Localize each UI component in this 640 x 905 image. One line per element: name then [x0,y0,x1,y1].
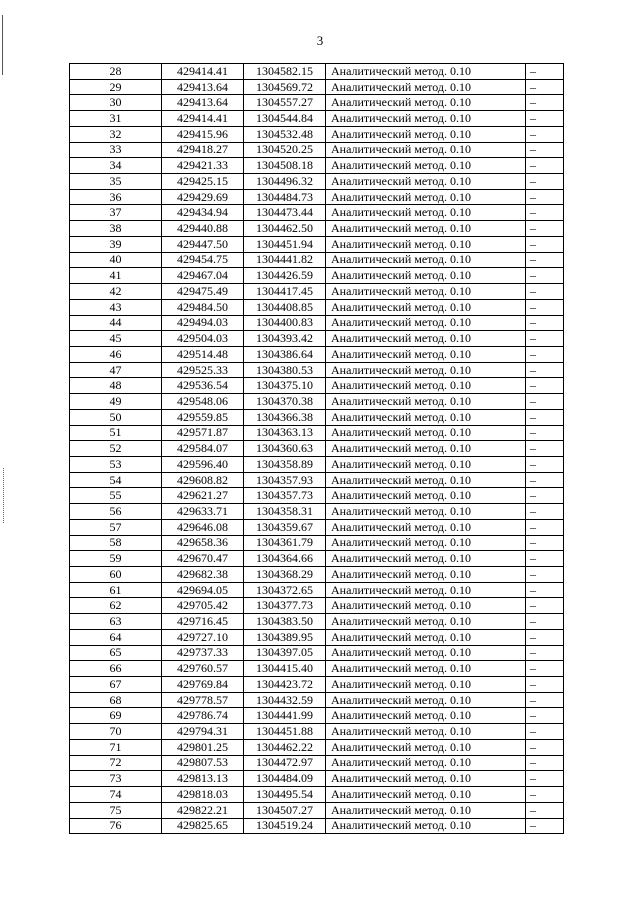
point-number-cell: 29 [70,79,162,95]
x-coordinate-cell: 429429.69 [162,189,244,205]
y-coordinate-cell: 1304370.38 [244,394,326,410]
dash-cell: – [526,472,564,488]
point-number-cell: 52 [70,441,162,457]
x-coordinate-cell: 429484.50 [162,299,244,315]
table-row [70,818,564,834]
point-number-cell: 64 [70,629,162,645]
point-number-cell: 63 [70,614,162,630]
y-coordinate-cell: 1304393.42 [244,331,326,347]
method-cell: Аналитический метод. 0.10 [326,425,526,441]
table-row [70,394,564,410]
x-coordinate-cell: 429633.71 [162,504,244,520]
point-number-cell: 65 [70,645,162,661]
dash-cell: – [526,677,564,693]
dash-cell: – [526,299,564,315]
point-number-cell: 49 [70,394,162,410]
method-cell: Аналитический метод. 0.10 [326,111,526,127]
table-row [70,409,564,425]
table-row [70,252,564,268]
table-row [70,346,564,362]
point-number-cell: 53 [70,456,162,472]
x-coordinate-cell: 429670.47 [162,551,244,567]
point-number-cell: 56 [70,504,162,520]
method-cell: Аналитический метод. 0.10 [326,205,526,221]
table-row [70,787,564,803]
x-coordinate-cell: 429825.65 [162,818,244,834]
method-cell: Аналитический метод. 0.10 [326,519,526,535]
y-coordinate-cell: 1304496.32 [244,174,326,190]
x-coordinate-cell: 429504.03 [162,331,244,347]
point-number-cell: 58 [70,535,162,551]
y-coordinate-cell: 1304415.40 [244,661,326,677]
dash-cell: – [526,79,564,95]
table-row [70,331,564,347]
dash-cell: – [526,95,564,111]
x-coordinate-cell: 429621.27 [162,488,244,504]
point-number-cell: 37 [70,205,162,221]
method-cell: Аналитический метод. 0.10 [326,677,526,693]
y-coordinate-cell: 1304358.31 [244,504,326,520]
dash-cell: – [526,755,564,771]
method-cell: Аналитический метод. 0.10 [326,598,526,614]
dash-cell: – [526,252,564,268]
table-row [70,598,564,614]
x-coordinate-cell: 429646.08 [162,519,244,535]
y-coordinate-cell: 1304359.67 [244,519,326,535]
x-coordinate-cell: 429705.42 [162,598,244,614]
margin-marks [3,468,6,523]
table-row [70,724,564,740]
method-cell: Аналитический метод. 0.10 [326,535,526,551]
table-row [70,614,564,630]
x-coordinate-cell: 429822.21 [162,802,244,818]
dash-cell: – [526,221,564,237]
point-number-cell: 43 [70,299,162,315]
y-coordinate-cell: 1304364.66 [244,551,326,567]
method-cell: Аналитический метод. 0.10 [326,802,526,818]
dash-cell: – [526,551,564,567]
dash-cell: – [526,504,564,520]
table-row [70,519,564,535]
dash-cell: – [526,708,564,724]
point-number-cell: 62 [70,598,162,614]
y-coordinate-cell: 1304508.18 [244,158,326,174]
dash-cell: – [526,724,564,740]
table-row [70,189,564,205]
point-number-cell: 44 [70,315,162,331]
table-row [70,174,564,190]
dash-cell: – [526,645,564,661]
point-number-cell: 32 [70,126,162,142]
y-coordinate-cell: 1304569.72 [244,79,326,95]
point-number-cell: 35 [70,174,162,190]
x-coordinate-cell: 429475.49 [162,284,244,300]
table-row [70,79,564,95]
x-coordinate-cell: 429737.33 [162,645,244,661]
point-number-cell: 60 [70,567,162,583]
table-row [70,425,564,441]
method-cell: Аналитический метод. 0.10 [326,692,526,708]
dash-cell: – [526,441,564,457]
y-coordinate-cell: 1304582.15 [244,64,326,80]
table-row [70,677,564,693]
point-number-cell: 30 [70,95,162,111]
method-cell: Аналитический метод. 0.10 [326,771,526,787]
y-coordinate-cell: 1304368.29 [244,567,326,583]
x-coordinate-cell: 429447.50 [162,236,244,252]
y-coordinate-cell: 1304495.54 [244,787,326,803]
table-row [70,504,564,520]
method-cell: Аналитический метод. 0.10 [326,299,526,315]
method-cell: Аналитический метод. 0.10 [326,724,526,740]
dash-cell: – [526,142,564,158]
table-row [70,692,564,708]
x-coordinate-cell: 429584.07 [162,441,244,457]
y-coordinate-cell: 1304386.64 [244,346,326,362]
x-coordinate-cell: 429467.04 [162,268,244,284]
table-row [70,142,564,158]
x-coordinate-cell: 429414.41 [162,64,244,80]
method-cell: Аналитический метод. 0.10 [326,629,526,645]
method-cell: Аналитический метод. 0.10 [326,189,526,205]
point-number-cell: 34 [70,158,162,174]
y-coordinate-cell: 1304441.99 [244,708,326,724]
point-number-cell: 55 [70,488,162,504]
table-row [70,708,564,724]
dash-cell: – [526,409,564,425]
table-row [70,362,564,378]
table-row [70,582,564,598]
point-number-cell: 39 [70,236,162,252]
table-row [70,221,564,237]
x-coordinate-cell: 429786.74 [162,708,244,724]
table-row [70,488,564,504]
point-number-cell: 28 [70,64,162,80]
table-row [70,299,564,315]
dash-cell: – [526,126,564,142]
table-row [70,268,564,284]
x-coordinate-cell: 429525.33 [162,362,244,378]
table-row [70,456,564,472]
table-row [70,315,564,331]
point-number-cell: 70 [70,724,162,740]
dash-cell: – [526,629,564,645]
method-cell: Аналитический метод. 0.10 [326,504,526,520]
dash-cell: – [526,64,564,80]
y-coordinate-cell: 1304357.73 [244,488,326,504]
table-row [70,158,564,174]
point-number-cell: 75 [70,802,162,818]
y-coordinate-cell: 1304432.59 [244,692,326,708]
y-coordinate-cell: 1304473.44 [244,205,326,221]
y-coordinate-cell: 1304358.89 [244,456,326,472]
x-coordinate-cell: 429413.64 [162,95,244,111]
y-coordinate-cell: 1304544.84 [244,111,326,127]
point-number-cell: 33 [70,142,162,158]
x-coordinate-cell: 429413.64 [162,79,244,95]
point-number-cell: 31 [70,111,162,127]
y-coordinate-cell: 1304397.05 [244,645,326,661]
method-cell: Аналитический метод. 0.10 [326,284,526,300]
point-number-cell: 46 [70,346,162,362]
dash-cell: – [526,567,564,583]
dash-cell: – [526,268,564,284]
dash-cell: – [526,771,564,787]
point-number-cell: 41 [70,268,162,284]
method-cell: Аналитический метод. 0.10 [326,818,526,834]
x-coordinate-cell: 429801.25 [162,739,244,755]
table-row [70,64,564,80]
table-row [70,535,564,551]
point-number-cell: 47 [70,362,162,378]
x-coordinate-cell: 429760.57 [162,661,244,677]
x-coordinate-cell: 429794.31 [162,724,244,740]
dash-cell: – [526,205,564,221]
y-coordinate-cell: 1304383.50 [244,614,326,630]
method-cell: Аналитический метод. 0.10 [326,472,526,488]
x-coordinate-cell: 429608.82 [162,472,244,488]
x-coordinate-cell: 429514.48 [162,346,244,362]
y-coordinate-cell: 1304462.50 [244,221,326,237]
method-cell: Аналитический метод. 0.10 [326,755,526,771]
y-coordinate-cell: 1304532.48 [244,126,326,142]
x-coordinate-cell: 429494.03 [162,315,244,331]
point-number-cell: 76 [70,818,162,834]
point-number-cell: 61 [70,582,162,598]
dash-cell: – [526,614,564,630]
dash-cell: – [526,739,564,755]
table-row [70,378,564,394]
x-coordinate-cell: 429414.41 [162,111,244,127]
dash-cell: – [526,158,564,174]
x-coordinate-cell: 429454.75 [162,252,244,268]
dash-cell: – [526,818,564,834]
point-number-cell: 69 [70,708,162,724]
dash-cell: – [526,331,564,347]
y-coordinate-cell: 1304507.27 [244,802,326,818]
x-coordinate-cell: 429694.05 [162,582,244,598]
method-cell: Аналитический метод. 0.10 [326,739,526,755]
method-cell: Аналитический метод. 0.10 [326,331,526,347]
y-coordinate-cell: 1304360.63 [244,441,326,457]
method-cell: Аналитический метод. 0.10 [326,315,526,331]
y-coordinate-cell: 1304375.10 [244,378,326,394]
x-coordinate-cell: 429807.53 [162,755,244,771]
table-row [70,661,564,677]
method-cell: Аналитический метод. 0.10 [326,551,526,567]
table-row [70,802,564,818]
x-coordinate-cell: 429421.33 [162,158,244,174]
dash-cell: – [526,802,564,818]
table-row [70,551,564,567]
dash-cell: – [526,236,564,252]
y-coordinate-cell: 1304366.38 [244,409,326,425]
dash-cell: – [526,189,564,205]
dash-cell: – [526,284,564,300]
x-coordinate-cell: 429425.15 [162,174,244,190]
x-coordinate-cell: 429418.27 [162,142,244,158]
point-number-cell: 54 [70,472,162,488]
method-cell: Аналитический метод. 0.10 [326,441,526,457]
dash-cell: – [526,456,564,472]
method-cell: Аналитический метод. 0.10 [326,64,526,80]
page-number: 3 [316,33,324,48]
x-coordinate-cell: 429536.54 [162,378,244,394]
y-coordinate-cell: 1304441.82 [244,252,326,268]
y-coordinate-cell: 1304484.09 [244,771,326,787]
table-row [70,441,564,457]
y-coordinate-cell: 1304520.25 [244,142,326,158]
method-cell: Аналитический метод. 0.10 [326,582,526,598]
x-coordinate-cell: 429716.45 [162,614,244,630]
x-coordinate-cell: 429434.94 [162,205,244,221]
method-cell: Аналитический метод. 0.10 [326,236,526,252]
dash-cell: – [526,425,564,441]
method-cell: Аналитический метод. 0.10 [326,394,526,410]
x-coordinate-cell: 429559.85 [162,409,244,425]
y-coordinate-cell: 1304423.72 [244,677,326,693]
table-row [70,95,564,111]
point-number-cell: 72 [70,755,162,771]
dash-cell: – [526,362,564,378]
point-number-cell: 71 [70,739,162,755]
method-cell: Аналитический метод. 0.10 [326,488,526,504]
table-row [70,755,564,771]
dash-cell: – [526,582,564,598]
method-cell: Аналитический метод. 0.10 [326,409,526,425]
table-row [70,629,564,645]
y-coordinate-cell: 1304472.97 [244,755,326,771]
y-coordinate-cell: 1304451.94 [244,236,326,252]
point-number-cell: 67 [70,677,162,693]
x-coordinate-cell: 429727.10 [162,629,244,645]
x-coordinate-cell: 429813.13 [162,771,244,787]
dash-cell: – [526,378,564,394]
y-coordinate-cell: 1304408.85 [244,299,326,315]
table-row [70,645,564,661]
point-number-cell: 42 [70,284,162,300]
point-number-cell: 66 [70,661,162,677]
x-coordinate-cell: 429571.87 [162,425,244,441]
method-cell: Аналитический метод. 0.10 [326,378,526,394]
x-coordinate-cell: 429596.40 [162,456,244,472]
table-row [70,236,564,252]
dash-cell: – [526,598,564,614]
table-row [70,771,564,787]
y-coordinate-cell: 1304400.83 [244,315,326,331]
table-row [70,472,564,488]
method-cell: Аналитический метод. 0.10 [326,95,526,111]
method-cell: Аналитический метод. 0.10 [326,567,526,583]
dash-cell: – [526,315,564,331]
y-coordinate-cell: 1304426.59 [244,268,326,284]
y-coordinate-cell: 1304363.13 [244,425,326,441]
method-cell: Аналитический метод. 0.10 [326,126,526,142]
method-cell: Аналитический метод. 0.10 [326,79,526,95]
method-cell: Аналитический метод. 0.10 [326,456,526,472]
dash-cell: – [526,692,564,708]
y-coordinate-cell: 1304372.65 [244,582,326,598]
x-coordinate-cell: 429440.88 [162,221,244,237]
table-row [70,284,564,300]
y-coordinate-cell: 1304451.88 [244,724,326,740]
dash-cell: – [526,394,564,410]
point-number-cell: 48 [70,378,162,394]
point-number-cell: 59 [70,551,162,567]
method-cell: Аналитический метод. 0.10 [326,787,526,803]
y-coordinate-cell: 1304519.24 [244,818,326,834]
point-number-cell: 38 [70,221,162,237]
method-cell: Аналитический метод. 0.10 [326,174,526,190]
point-number-cell: 74 [70,787,162,803]
y-coordinate-cell: 1304357.93 [244,472,326,488]
table-row [70,739,564,755]
dash-cell: – [526,346,564,362]
y-coordinate-cell: 1304380.53 [244,362,326,378]
point-number-cell: 40 [70,252,162,268]
x-coordinate-cell: 429682.38 [162,567,244,583]
dash-cell: – [526,535,564,551]
x-coordinate-cell: 429769.84 [162,677,244,693]
method-cell: Аналитический метод. 0.10 [326,252,526,268]
point-number-cell: 45 [70,331,162,347]
method-cell: Аналитический метод. 0.10 [326,661,526,677]
x-coordinate-cell: 429658.36 [162,535,244,551]
point-number-cell: 50 [70,409,162,425]
point-number-cell: 36 [70,189,162,205]
method-cell: Аналитический метод. 0.10 [326,221,526,237]
point-number-cell: 73 [70,771,162,787]
method-cell: Аналитический метод. 0.10 [326,142,526,158]
dash-cell: – [526,661,564,677]
y-coordinate-cell: 1304557.27 [244,95,326,111]
method-cell: Аналитический метод. 0.10 [326,158,526,174]
table-row [70,567,564,583]
method-cell: Аналитический метод. 0.10 [326,708,526,724]
y-coordinate-cell: 1304462.22 [244,739,326,755]
y-coordinate-cell: 1304484.73 [244,189,326,205]
x-coordinate-cell: 429818.03 [162,787,244,803]
point-number-cell: 57 [70,519,162,535]
table-row [70,205,564,221]
y-coordinate-cell: 1304417.45 [244,284,326,300]
point-number-cell: 51 [70,425,162,441]
method-cell: Аналитический метод. 0.10 [326,268,526,284]
table-row [70,111,564,127]
point-number-cell: 68 [70,692,162,708]
table-row [70,126,564,142]
dash-cell: – [526,111,564,127]
method-cell: Аналитический метод. 0.10 [326,346,526,362]
dash-cell: – [526,488,564,504]
dash-cell: – [526,787,564,803]
x-coordinate-cell: 429548.06 [162,394,244,410]
x-coordinate-cell: 429778.57 [162,692,244,708]
x-coordinate-cell: 429415.96 [162,126,244,142]
method-cell: Аналитический метод. 0.10 [326,645,526,661]
coordinates-table [69,63,564,834]
method-cell: Аналитический метод. 0.10 [326,362,526,378]
dash-cell: – [526,519,564,535]
coordinates-table-body [70,64,564,834]
y-coordinate-cell: 1304361.79 [244,535,326,551]
y-coordinate-cell: 1304377.73 [244,598,326,614]
dash-cell: – [526,174,564,190]
y-coordinate-cell: 1304389.95 [244,629,326,645]
method-cell: Аналитический метод. 0.10 [326,614,526,630]
